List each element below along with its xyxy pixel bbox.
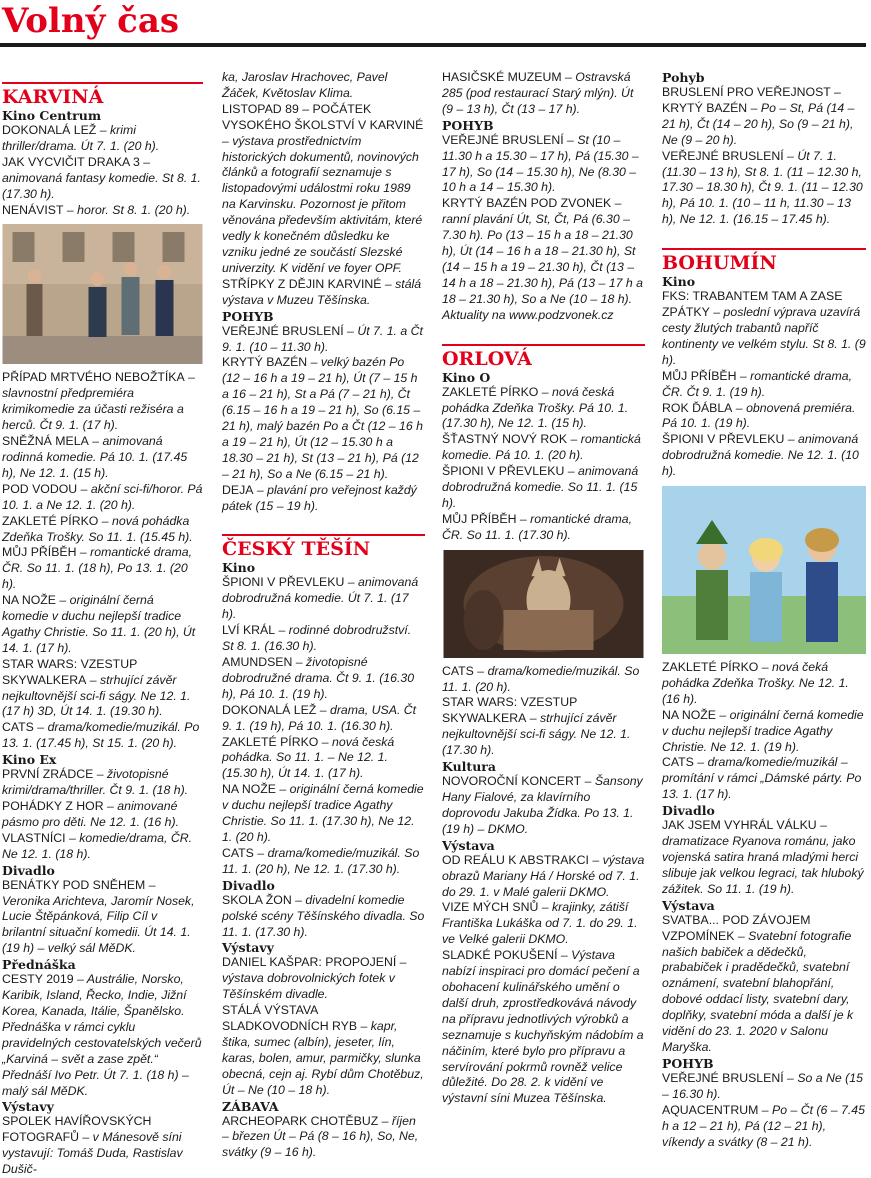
section-heading: Kino Centrum [2,108,102,123]
title-rule [0,43,866,47]
listing-item [222,102,425,277]
listing-item [222,955,425,1003]
listing-title: ŠŤASTNÝ NOVÝ ROK [442,432,568,447]
listing-item [662,432,866,480]
listing-item [222,703,425,735]
listing-title: POHÁDKY Z HOR [2,799,104,813]
listing-description: – Po – St, Pá (14 – 21 h), Čt (14 – 20 h), So (9 – 21 h), Ne (9 – 20 h). [662,100,855,147]
section-heading: Výstavy [222,940,274,956]
listing-description: – animované pásmo pro děti. Ne 12. 1. (16 h). [2,799,180,829]
listing-title: VEŘEJNÉ BRUSLENÍ [662,1070,784,1085]
listing-description: – rodinné dobrodružství. St 8. 1. (16.30 h). [222,623,412,654]
listing-item [2,799,203,831]
listing-description: – komedie/drama, ČR. Ne 12. 1. (18 h). [2,830,192,861]
listing-description: – výstava dobrovolnických fotek v Těšínském divadle. [222,955,407,1002]
listing-item [222,846,425,878]
listing-description: – So a Ne (15 – 16.30 h). [662,1070,863,1101]
listing-description: – Po – Čt (6 – 7.45 h a 12 – 21 h), Pá (12 – 21 h), víkendy a svátky (8 – 21 h). [662,1102,865,1149]
listing-description: – říjen – březen Út – Pá (8 – 16 h), So, Ne, svátky (9 – 16 h). [222,1113,419,1160]
listing-item [662,755,866,803]
listing-description: – drama/komedie/muzikál – promítání v rámci „Dámské párty. Po 13. 1. (17 h). [662,755,862,802]
listing-item [2,767,203,799]
listing-title: MŮJ PŘÍBĚH [442,511,517,526]
listing-title: BRUSLENÍ PRO VEŘEJNOST – KRYTÝ BAZÉN [662,85,841,115]
listing-description: – originální černá komedie v duchu nejlepší tradice Agathy Christie. Ne 12. 1. (19 h). [662,707,864,754]
section-heading: Výstava [662,897,715,913]
listing-item [222,735,425,783]
listing-description: – strhující závěr nejkultovnější sci-fi ságy. Ne 12. 1. (17 h) 3D, Út 14. 1. (19.30 h). [2,672,191,719]
listing-title: ZAKLETÉ PÍRKO [222,734,319,749]
listing-title: CESTY 2019 [2,972,74,987]
listing-item [442,774,645,838]
listing-description: – výstava prostřednictvím historických dokumentů, novinových článků a fotografií seznamuje s listopadovými událostmi roku 1989 na Karvinsku. Pozornost je přitom věnována především aktivitám, které vedly k konečném důsledku ke vzniku jedné ze součástí Slezské univerzity. K vidění ve foyer OPF. [222,133,423,275]
listing-description: – krajinky, zátiší Františka Lukáška od 7. 1. do 29. 1. ve Velké galerii DKMO. [442,900,638,947]
listing-title: PŘÍPAD MRTVÉHO NEBOŽTÍKA [2,370,185,385]
photo-fairytale [662,486,866,654]
column-4 [662,70,866,1149]
listing-description: – animovaná dobrodružná komedie. So 11. 1. (15 h). [442,464,639,510]
listing-title: VIZE MÝCH SNŮ [442,900,539,915]
listing-item [442,512,645,544]
listing-title: CATS [2,720,34,735]
listing-description: – životopisné dobrodružné drama. Čt 9. 1. (16.30 h), Pá 10. 1. (19 h). [222,655,415,701]
listing-item [662,369,866,401]
page-title: Volný čas [2,1,180,41]
photo-cats [442,550,645,658]
listing-title: ZAKLETÉ PÍRKO [442,384,539,399]
listing-description: – drama/komedie/muzikál. So 11. 1. (20 h). [442,663,640,694]
listing-item [662,818,866,898]
listing-description: – animovaná fantasy komedie. St 8. 1. (17.30 h). [2,154,201,201]
section-heading: Kino [662,274,696,290]
listing-description: – nová pohádka Zdeňka Trošky. So 11. 1. (15.45 h). [2,513,193,544]
listing-description: – Austrálie, Norsko, Karibik, Island, Řecko, Indie, Jižní Korea, Kanada, Itálie, Španělsko. Přednáška v rámci cyklu pravidelných cestovatelských večerů „Karviná – svět a zase zpět.“ Přednáší Ivo Petr. Út 7. 1. (18 h) – malý sál MěDK. [2,972,202,1098]
section-heading: POHYB [662,1055,714,1071]
listing-description: – plavání pro veřejnost každý pátek (15 – 19 h). [222,482,417,513]
listing-item [442,133,645,197]
listing-description: – životopisné krimi/drama/thriller. Čt 9. 1. (18 h). [2,767,189,798]
listing-item [662,1103,866,1151]
listing-title: NOVOROČNÍ KONCERT [442,774,582,789]
listing-title: DANIEL KAŠPAR: PROPOJENÍ [222,955,397,970]
listing-description: – Út 7. 1. a Čt 9. 1. (10 – 11.30 h). [222,323,423,354]
listing-title: VEŘEJNÉ BRUSLENÍ [442,132,564,147]
listing-item [222,1003,425,1098]
listing-description: – stálá výstava v Muzeu Těšínska. [222,276,422,307]
listing-title: MŮJ PŘÍBĚH [2,545,77,560]
listing-description: – kapr, štika, sumec (albín), jeseter, lín, karas, bolen, amur, parmičky, slunka obecná, cejn aj. Rybí dům Chotěbuz, Út – Ne (10 – 18 h). [222,1019,424,1097]
listing-item [662,149,866,229]
listing-description: – strhující závěr nejkultovnější sci-fi ságy. Ne 12. 1. (17.30 h). [442,711,631,758]
listing-title: NENÁVIST [2,202,64,217]
listing-title: KRYTÝ BAZÉN POD ZVONEK [442,196,612,211]
listing-title: SPOLEK HAVÍŘOVSKÝCH FOTOGRAFŮ [2,1114,152,1145]
listing-title: LISTOPAD 89 – POČÁTEK VYSOKÉHO ŠKOLSTVÍ V KARVINÉ [222,101,424,132]
listing-item [442,70,645,118]
listing-description: – akční sci-fi/horor. Pá 10. 1. a Ne 12. 1. (20 h). [2,481,203,512]
listing-item [222,893,425,941]
listing-item [442,900,645,948]
listing-description: – originální černá komedie v duchu nejlepší tradice Agathy Christie. So 11. 1. (20 h), Út 14. 1. (17 h). [2,593,196,655]
listing-title: STÁLÁ VÝSTAVA SLADKOVODNÍCH RYB [222,1003,358,1034]
listing-title: MŮJ PŘÍBĚH [662,368,737,383]
listing-item [662,289,866,369]
listing-item [442,196,645,323]
listing-item [2,720,203,752]
listing-item [662,660,866,708]
listing-title: OD REÁLU K ABSTRAKCI [442,852,589,867]
listing-title: SLADKÉ POKUŠENÍ [442,948,558,963]
listing-title: STAR WARS: VZESTUP SKYWALKERA [442,695,578,726]
town-heading: BOHUMÍN [662,248,866,274]
listing-continuation: ka, Jaroslav Hrachovec, Pavel Žáček, Květoslav Klima. [222,70,388,100]
listing-description: – horor. St 8. 1. (20 h). [63,202,191,217]
listing-item [442,853,645,901]
listing-item [442,464,645,512]
listing-item [222,1114,425,1162]
section-heading: Kino O [442,369,491,385]
town-heading: KARVINÁ [2,82,203,108]
listing-title: NA NOŽE [662,707,716,722]
listing-item [662,708,866,756]
listing-title: PRVNÍ ZRÁDCE [2,767,94,782]
listing-title: DOKONALÁ LEŽ [2,123,97,137]
column-1 [2,70,203,1177]
listing-item [222,782,425,846]
listing-description: – Ostravská 285 (pod restaurací Starý mlýn). Út (9 – 13 h), Čt (13 – 17 h). [442,70,634,116]
listing-item [662,401,866,433]
listing-item [2,434,203,482]
listing-description: – dramatizace Ryanova románu, jako vojenská satira hraná mladými herci slibuje jak velkou legraci, tak hluboký zážitek. So 11. 1. (19 h). [662,818,864,896]
listing-title: ŠPIONI V PŘEVLEKU [222,575,345,590]
listing-title: FKS: TRABANTEM TAM A ZASE ZPÁTKY [662,289,843,320]
listing-title: JAK VYCVIČIT DRAKA 3 [2,154,140,169]
listing-title: AQUACENTRUM [662,1102,759,1117]
listing-description: – animovaná dobrodružná komedie. Ne 12. 1. (10 h). [662,432,859,479]
listing-item [222,324,425,356]
listing-title: NA NOŽE [222,782,276,797]
listing-title: STŘÍPKY Z DĚJIN KARVINÉ [222,276,382,291]
listing-title: CATS [662,755,694,770]
listing-description: – Výstava nabízí inspiraci pro domácí pečení a obohacení kulinářského umění o další druh, zprostředkovává návody na přípravu jednotlivých výrobků a seznamuje s kuchyňským nádobím a náčiním, které bylo pro přípravu a servírování pokrmů rovněž velice důležité. Do 28. 2. k vidění ve výstavní síni Muzea Těšínska. [442,948,644,1106]
listing-title: LVÍ KRÁL [222,623,276,638]
listing-description: – nová česká pohádka Zdeňka Trošky. Pá 10. 1. (17.30 h), Ne 12. 1. (15 h). [442,384,629,431]
section-heading: Výstava [442,837,495,853]
listing-item [662,85,866,149]
listing-item [662,1071,866,1103]
section-heading: Přednáška [2,957,76,973]
listing-item [222,483,425,515]
listing-title: SKOLA ŽON [222,892,292,907]
listing-title: ROK ĎÁBLA [662,400,733,415]
listing-description: – poslední výprava uzavírá cesty žlutých trabantů napříč kontinenty ve velkém stylu. St 8. 1. (9 h). [662,305,866,367]
listing-title: SNĚŽNÁ MELA [2,434,89,449]
listing-description: – romantické drama, ČR. So 11. 1. (18 h), Po 13. 1. (20 h). [2,545,192,592]
listing-item [2,831,203,863]
listing-item [2,370,203,434]
section-heading: Kultura [442,759,496,775]
listing-item [2,203,203,219]
listing-title: ŠPIONI V PŘEVLEKU [662,432,785,447]
listing-description: – krimi thriller/drama. Út 7. 1. (20 h). [2,123,160,153]
listing-description: – Út 7. 1. (11.30 – 13 h), St 8. 1. (11 – 12.30 h, 17.30 – 18.30 h), Čt 9. 1. (11 – 12.30 h), Pá 10. 1. (10 – 11 h, 11.30 – 13 h), Ne 12. 1. (16.15 – 17.45 h). [662,148,863,227]
listing-description: – slavnostní předpremiéra krimikomedie za účasti režiséra a herců. Čt 9. 1. (17 h). [2,370,195,433]
listing-title: POD VODOU [2,481,78,496]
listing-item [222,623,425,655]
listing-item [222,355,425,482]
listing-item [2,972,203,1099]
listing-item [2,657,203,721]
listing-description: – divadelní komedie polské scény Těšínského divadla. So 11. 1. (17.30 h). [222,892,425,939]
listing-title: DOKONALÁ LEŽ [222,702,317,717]
listing-item [2,514,203,546]
listing-item [442,664,645,696]
listing-item [2,593,203,657]
listing-description: – romantické drama, ČR. So 11. 1. (17.30 h). [442,511,632,542]
listing-title: CATS [442,663,474,678]
listing-title: SVATBA... POD ZÁVOJEM VZPOMÍNEK [662,912,811,943]
listing-title: DEJA [222,482,254,497]
listing-title: BENÁTKY POD SNĚHEM [2,877,146,892]
listing-description: – animovaná dobrodružná komedie. Út 7. 1. (17 h). [222,575,419,622]
listing-description: – Šansony Hany Fialové, za klavírního doprovodu Jakuba Žídka. Po 13. 1. (19 h) – DKMO. [442,774,643,836]
listing-title: HASIČSKÉ MUZEUM [442,70,562,84]
listing-description: – drama/komedie/muzikál. Po 13. 1. (17.45 h), St 15. 1. (20 h). [2,720,200,751]
listing-title: NA NOŽE [2,593,56,608]
listing-description: – animovaná rodinná komedie. Pá 10. 1. (17.45 h), Ne 12. 1. (15 h). [2,434,188,480]
listing-title: ŠPIONI V PŘEVLEKU [442,464,565,479]
listing-description: – výstava obrazů Mariany Há / Horské od 7. 1. do 29. 1. v Malé galerii DKMO. [442,852,645,899]
section-heading: Kino [222,560,256,576]
listing-description: – velký bazén Po (12 – 16 h a 19 – 21 h), Út (7 – 15 h a 16 – 21 h), St a Pá (7 – 21 h), Čt (6.15 – 16 h a 19 – 21 h), So (6.15 – 21 h), malý bazén Po a Čt (12 – 16 h a 19 – 21 h), Út (12 – 15.30 h a 18.30 – 21 h), St (13 – 21 h), Pá (12 – 21 h), So a Ne (6.15 – 21 h). [222,355,423,481]
section-heading: Divadlo [2,862,55,878]
listing-description: – drama/komedie/muzikál. So 11. 1. (20 h), Ne 12. 1. (17.30 h). [222,845,420,876]
section-heading: Pohyb [662,70,705,85]
listing-description: – Svatební fotografie našich babiček a dědečků, prababiček i pradědečků, svatební oznámení, svatební blahopřání, dobové oddací listy, svatební dary, doplňky, svatební móda a další je k vidění do 23. 1. 2020 v Salonu Maryška. [662,928,854,1054]
listing-description: – v Mánesově síni vystavují: Tomáš Duda, Rastislav Dušič- [2,1130,183,1177]
town-heading: ČESKÝ TĚŠÍN [222,534,425,560]
section-heading: Divadlo [662,803,715,819]
listing-title: ARCHEOPARK CHOTĚBUZ [222,1113,379,1128]
listing-item [2,155,203,203]
listing-description: – drama, USA. Čt 9. 1. (19 h), Pá 10. 1. (16.30 h). [222,702,417,733]
listing-title: VLASTNÍCI [2,830,66,845]
listing-item [222,277,425,309]
listing-description: – nová česká pohádka. So 11. 1. – Ne 12. 1. (15.30 h), Út 14. 1. (17 h). [222,734,395,781]
listing-item [222,575,425,623]
section-heading: POHYB [222,308,274,324]
listing-title: ZAKLETÉ PÍRKO [662,660,759,675]
listing-description: – ranní plavání Út, St, Čt, Pá (6.30 – 7.30 h). Po (13 – 15 h a 18 – 21.30 h), Út (14 – 16 h a 18 – 21.30 h), St (14 – 15 h a 19 – 21.30 h), Čt (13 – 14 h a 18 – 21.30 h), Pá (13 – 17 h a 18 – 21.30 h), So a Ne (10 – 18 h). Aktuality na www.podzvonek.cz [442,196,644,322]
listing-item [2,482,203,514]
section-heading: Výstavy [2,1099,54,1115]
listing-description: – romantické drama, ČR. Čt 9. 1. (19 h). [662,368,852,399]
listing-title: STAR WARS: VZESTUP SKYWALKERA [2,656,138,687]
listing-title: JAK JSEM VYHRÁL VÁLKU [662,818,817,833]
listing-title: ZAKLETÉ PÍRKO [2,513,99,528]
column-3 [442,70,645,1136]
listing-item [2,878,203,958]
listing-item [442,385,645,433]
photo-actors [2,224,203,364]
listing-title: CATS [222,845,254,860]
listing-description: – obnovená premiéra. Pá 10. 1. (19 h). [662,400,856,431]
column-2 [222,70,425,1160]
listing-item [662,913,866,1056]
listing-item [2,1114,203,1178]
town-heading: ORLOVÁ [442,344,645,370]
listing-title: AMUNDSEN [222,655,293,669]
listing-description: – nová čeká pohádka Zdeňka Trošky. Ne 12. 1. (16 h). [662,660,849,706]
section-heading: POHYB [442,117,494,133]
listing-description: – romantická komedie. Pá 10. 1. (20 h). [442,432,641,463]
listing-item [442,948,645,1107]
listing-item [442,432,645,464]
listing-item [442,695,645,759]
listing-description: – Veronika Arichteva, Jaromír Nosek, Lucie Štěpánková, Filip Cíl v brilantní situační komedii. Út 14. 1. (19 h) – velký sál MěDK. [2,877,195,956]
listing-title: VEŘEJNÉ BRUSLENÍ [222,323,344,338]
listing-description: – originální černá komedie v duchu nejlepší tradice Agathy Christie. So 11. 1. (17.30 h), Ne 12. 1. (20 h). [222,782,424,844]
section-heading: Kino Ex [2,752,57,768]
listing-item [2,545,203,593]
listing-item [2,123,203,155]
listing-description: – St (10 – 11.30 h a 15.30 – 17 h), Pá (15.30 – 17 h), So (14 – 15.30 h), Ne (8.30 – 10 h a 14 – 15.30 h). [442,132,639,195]
section-heading: ZÁBAVA [222,1098,279,1114]
listing-title: KRYTÝ BAZÉN [222,355,308,370]
section-heading: Divadlo [222,877,275,893]
listing-item [222,655,425,703]
listing-title: VEŘEJNÉ BRUSLENÍ [662,148,784,163]
